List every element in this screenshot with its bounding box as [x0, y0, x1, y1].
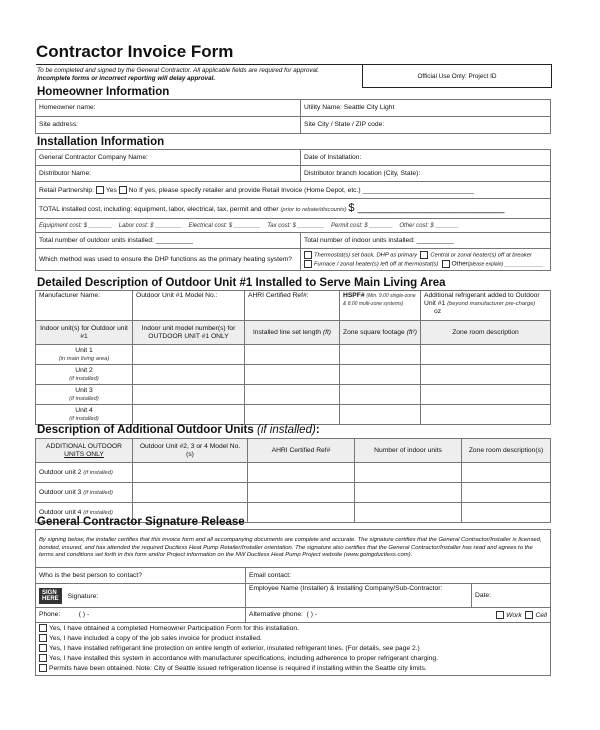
work-label: Work: [506, 611, 522, 619]
col-indoor-units: Indoor unit(s) for Outdoor unit #1: [36, 321, 133, 345]
additional-heading: Description of Additional Outdoor Units: [37, 424, 254, 436]
opt3-checkbox[interactable]: [304, 260, 312, 268]
intro-text: [37, 67, 357, 83]
dhp-method-label: Which method was used to ensure the DHP functions as the primary heating system?: [39, 255, 293, 263]
sign-badge-line1: SIGN: [42, 589, 57, 596]
labor-cost-field[interactable]: Labor cost: $ ________: [118, 222, 182, 229]
outdoor-unit-2-label: [36, 463, 133, 483]
utility-label: Utility Name:: [304, 104, 342, 111]
ahri-field[interactable]: [245, 291, 340, 321]
intro-line-2: Incomplete forms or incorrect reporting will delay approval.: [37, 75, 216, 82]
checklist-item-3: [39, 644, 547, 654]
checklist-item-4: [39, 654, 547, 664]
section-outdoor-unit-1: Detailed Description of Outdoor Unit #1 Installed to Serve Main Living Area: [37, 277, 446, 289]
site-city-field[interactable]: [301, 117, 551, 134]
outdoor-unit-3-ahri[interactable]: [248, 483, 355, 503]
outdoor-unit-4-note: (if installed): [83, 509, 113, 516]
section-installation: Installation Information: [37, 136, 165, 148]
phone-format: ( ) -: [78, 611, 90, 618]
retail-row: [36, 182, 551, 199]
additional-units-table: [35, 438, 551, 523]
signature-label: Signature:: [67, 592, 99, 600]
date-field[interactable]: [472, 584, 551, 608]
unit-3-zone[interactable]: [421, 385, 551, 405]
outdoor-unit-2-ahri[interactable]: [248, 463, 355, 483]
email-field[interactable]: [246, 568, 551, 584]
checklist-1-checkbox[interactable]: [39, 624, 47, 632]
col-additional-indoor: Number of indoor units: [355, 439, 462, 463]
outdoor-units-field[interactable]: [36, 233, 301, 249]
opt1-checkbox[interactable]: [304, 251, 312, 259]
branch-label: Distributor branch location (City, State):: [304, 169, 421, 177]
section-signature: General Contractor Signature Release: [37, 516, 245, 528]
work-checkbox[interactable]: [496, 611, 504, 619]
unit-4-footage[interactable]: [340, 405, 421, 425]
form-title: Contractor Invoice Form: [36, 42, 234, 61]
col-additional-zone: Zone room description(s): [462, 439, 551, 463]
release-text: By signing below, the installer certifies that this invoice form and all accompanying documents are complete and accurate. The signature certifies that the General Contractor/Installer is licensed, bonded, insured, and has attended the required Ductless Heat Pump Retailer/Installer orientation. The signature also certifies that the General Contractor/Installer has read and agrees to the terms and conditions set forth in this form and/or Project information on the NW Ductless Heat Pump Project website (www.goingductless.com).: [36, 530, 551, 568]
checklist-2-checkbox[interactable]: [39, 634, 47, 642]
col-lineset: [245, 321, 340, 345]
alt-phone-field[interactable]: [246, 608, 551, 623]
retail-yes-label: Yes: [105, 186, 117, 194]
unit-2-label: [36, 365, 133, 385]
section-homeowner: Homeowner Information: [37, 86, 170, 98]
col-zone: Zone room description: [421, 321, 551, 345]
retail-no-label: No: [128, 186, 138, 194]
employee-label: Employee Name (Installer) & Installing Company/Sub-Contractor:: [249, 585, 443, 592]
oz-label: oz: [434, 308, 442, 315]
unit-1-label: [36, 345, 133, 365]
checklist-1-text: Yes, I have obtained a completed Homeowner Participation Form for this installation.: [49, 625, 299, 632]
unit-3-footage[interactable]: [340, 385, 421, 405]
additional-heading-note: (if installed): [257, 424, 316, 436]
cell-checkbox[interactable]: [525, 611, 533, 619]
unit-1-name: Unit 1: [75, 346, 93, 354]
col-footage: [340, 321, 421, 345]
outdoor-unit-1-table: [35, 290, 551, 425]
outdoor-unit-2-zone[interactable]: [462, 463, 551, 483]
checklist-item-5: [39, 664, 547, 674]
outdoor-unit-4-indoor[interactable]: [355, 503, 462, 523]
alt-phone-label: Alternative phone:: [249, 610, 303, 618]
model-label: Outdoor Unit #1 Model No.:: [136, 292, 218, 299]
col-lineset-unit: (ft): [322, 328, 332, 336]
col-footage-label: Zone square footage: [343, 328, 405, 336]
unit-4-note: (if installed): [69, 415, 99, 422]
site-address-label: Site address:: [39, 121, 79, 128]
col-additional-units-line1: ADDITIONAL OUTDOOR: [46, 442, 122, 450]
tax-cost-field[interactable]: Tax cost: $ ________: [267, 222, 325, 229]
distributor-label: Distributor Name:: [39, 169, 92, 177]
checklist-2-text: Yes, I have included a copy of the job sales invoice for product installed.: [49, 635, 262, 642]
opt3-label: Furnace / zonal heater(s) left off at thermostat(s): [314, 261, 439, 268]
unit-1-lineset[interactable]: [245, 345, 340, 365]
checklist-3-checkbox[interactable]: [39, 644, 47, 652]
alt-phone-format: ( ) -: [306, 610, 318, 618]
unit-1-model[interactable]: [133, 345, 245, 365]
unit-2-lineset[interactable]: [245, 365, 340, 385]
employee-field[interactable]: [246, 584, 472, 608]
phone-field[interactable]: [36, 608, 246, 623]
checklist-4-checkbox[interactable]: [39, 654, 47, 662]
checklist-4-text: Yes, I have installed this system in accordance with manufacturer specifications, including adherence to proper refrigerant charging.: [49, 655, 438, 662]
install-date-label: Date of Installation:: [304, 153, 362, 161]
hspf-label: HSPF#: [343, 292, 365, 299]
model-field[interactable]: [133, 291, 245, 321]
unit-2-model[interactable]: [133, 365, 245, 385]
outdoor-units-label: Total number of outdoor units installed: __________: [39, 236, 193, 244]
col-additional-model: Outdoor Unit #2, 3 or 4 Model No.(s): [133, 439, 248, 463]
unit-1-zone[interactable]: [421, 345, 551, 365]
opt2-checkbox[interactable]: [420, 251, 428, 259]
col-additional-units: [36, 439, 133, 463]
unit-4-zone[interactable]: [421, 405, 551, 425]
cell-label: Cell: [535, 611, 547, 619]
date-label: Date:: [475, 591, 491, 599]
site-city-label: Site City / State / ZIP code:: [304, 121, 385, 128]
retail-no-checkbox[interactable]: [119, 186, 127, 194]
indoor-units-field[interactable]: [301, 233, 551, 249]
unit-4-lineset[interactable]: [245, 405, 340, 425]
retail-text: If yes, please specify retailer and provide Retail Invoice (Home Depot, etc.) ______________________________: [139, 186, 475, 194]
signature-field[interactable]: [36, 584, 246, 608]
branch-field[interactable]: [301, 166, 551, 182]
equipment-cost-field[interactable]: Equipment cost: $ _______: [39, 222, 113, 229]
manufacturer-field[interactable]: [36, 291, 133, 321]
outdoor-unit-2-note: (if installed): [83, 469, 113, 476]
total-cost-field[interactable]: $ ________________________: [348, 201, 505, 214]
additional-heading-colon: :: [315, 424, 320, 436]
checklist-item-2: [39, 634, 547, 644]
manufacturer-label: Manufacturer Name:: [39, 292, 100, 299]
checklist-5-text: Permits have been obtained. Note: City of Seattle issued refrigeration license is required if installing within the Seattle city limits.: [49, 665, 427, 672]
refrigerant-label: Additional refrigerant added to Outdoor Unit #1: [424, 292, 540, 307]
opt4-checkbox[interactable]: [442, 260, 450, 268]
other-cost-field[interactable]: Other cost: $ _______: [399, 222, 459, 229]
intro-line-1: To be completed and signed by the General Contractor. All applicable fields are required for approval.: [37, 67, 320, 74]
phone-label: Phone:: [39, 611, 61, 618]
col-indoor-model: Indoor unit model number(s) for OUTDOOR UNIT #1 ONLY: [133, 321, 245, 345]
retail-yes-checkbox[interactable]: [96, 186, 104, 194]
refrigerant-field[interactable]: [421, 291, 551, 321]
unit-3-label: [36, 385, 133, 405]
col-additional-ahri: AHRI Certified Ref#: [248, 439, 355, 463]
unit-3-name: Unit 3: [75, 386, 93, 394]
hspf-field[interactable]: [340, 291, 421, 321]
unit-2-name: Unit 2: [75, 366, 93, 374]
unit-2-footage[interactable]: [340, 365, 421, 385]
total-cost-note: (prior to rebate/discounts): [280, 206, 347, 213]
outdoor-unit-4-zone[interactable]: [462, 503, 551, 523]
unit-4-model[interactable]: [133, 405, 245, 425]
outdoor-unit-3-model[interactable]: [133, 483, 248, 503]
cost-breakdown-row: [36, 219, 551, 233]
total-cost-label: TOTAL installed cost, including: equipment, labor, electrical, tax, permit and other: [39, 205, 279, 213]
site-address-field[interactable]: [36, 117, 301, 134]
unit-2-note: (if installed): [69, 375, 99, 382]
utility-value: Seattle City Light: [343, 104, 395, 111]
outdoor-unit-3-label: [36, 483, 133, 503]
indoor-units-label: Total number of indoor units installed: __________: [304, 236, 454, 244]
outdoor-unit-3-name: Outdoor unit 3: [39, 488, 82, 496]
ahri-label: AHRI Certified Ref#:: [248, 292, 309, 299]
checklist-5-checkbox[interactable]: [39, 664, 47, 672]
outdoor-unit-2-model[interactable]: [133, 463, 248, 483]
opt2-label: Central or zonal heater(s) off at breaker: [430, 252, 532, 259]
homeowner-table: [35, 99, 551, 134]
title-rule: [36, 64, 362, 65]
unit-3-lineset[interactable]: [245, 385, 340, 405]
distributor-field[interactable]: [36, 166, 301, 182]
official-use-label: Official Use Only: Project ID: [417, 72, 497, 80]
outdoor-unit-3-note: (if installed): [83, 489, 113, 496]
unit-1-footage[interactable]: [340, 345, 421, 365]
homeowner-name-label: Homeowner name:: [39, 104, 96, 111]
unit-3-model[interactable]: [133, 385, 245, 405]
section-additional-units: [37, 424, 320, 436]
col-additional-units-line2: UNITS ONLY: [64, 450, 104, 458]
outdoor-unit-4-ahri[interactable]: [248, 503, 355, 523]
opt4-label: Other: [451, 260, 468, 268]
electrical-cost-field[interactable]: Electrical cost: $ ________: [188, 222, 261, 229]
install-date-field[interactable]: [301, 150, 551, 166]
installation-table: [35, 149, 551, 271]
refrigerant-note: (beyond manufacturer pre-charge): [447, 301, 536, 307]
opt4-field[interactable]: ____________: [503, 261, 544, 268]
unit-1-note: (in main living area): [58, 355, 110, 362]
outdoor-unit-2-name: Outdoor unit 2: [39, 468, 82, 476]
contact-field[interactable]: [36, 568, 246, 584]
outdoor-unit-3-zone[interactable]: [462, 483, 551, 503]
sign-here-icon: [39, 588, 62, 604]
outdoor-unit-3-indoor[interactable]: [355, 483, 462, 503]
signature-table: [35, 529, 551, 676]
opt1-label: Thermostat(s) set back, DHP as primary: [314, 252, 418, 259]
gc-name-label: General Contractor Company Name:: [39, 153, 148, 161]
dhp-method-question: [36, 249, 301, 271]
retail-label: Retail Partnership:: [39, 186, 95, 194]
checklist-item-1: [39, 624, 547, 634]
unit-3-note: (if installed): [69, 395, 99, 402]
col-footage-unit: (ft²): [406, 328, 417, 336]
hspf-note: (Min. 9.00 single-zone & 8.00 multi-zone systems): [343, 293, 416, 307]
dhp-method-options: [301, 249, 551, 271]
unit-4-label: [36, 405, 133, 425]
col-lineset-label: Installed line set length: [252, 328, 321, 336]
unit-4-name: Unit 4: [75, 406, 93, 414]
official-use-box: [362, 64, 552, 88]
utility-field[interactable]: [301, 100, 551, 117]
outdoor-unit-4-name: Outdoor unit 4: [39, 508, 82, 516]
checklist-3-text: Yes, I have installed refrigerant line protection on entire length of exterior, insulated refrigerant lines. (For details, see page 2.): [49, 645, 420, 652]
checklist: [36, 623, 551, 676]
permit-cost-field[interactable]: Permit cost: $ _______: [331, 222, 393, 229]
email-label: Email contact:: [249, 571, 291, 579]
outdoor-unit-2-indoor[interactable]: [355, 463, 462, 483]
unit-2-zone[interactable]: [421, 365, 551, 385]
total-cost-row: [36, 199, 551, 219]
homeowner-name-field[interactable]: [36, 100, 301, 117]
gc-name-field[interactable]: [36, 150, 301, 166]
sign-badge-line2: HERE: [42, 595, 59, 602]
opt4-note: (please explain): [467, 261, 504, 268]
contact-label: Who is the best person to contact?: [39, 571, 142, 579]
